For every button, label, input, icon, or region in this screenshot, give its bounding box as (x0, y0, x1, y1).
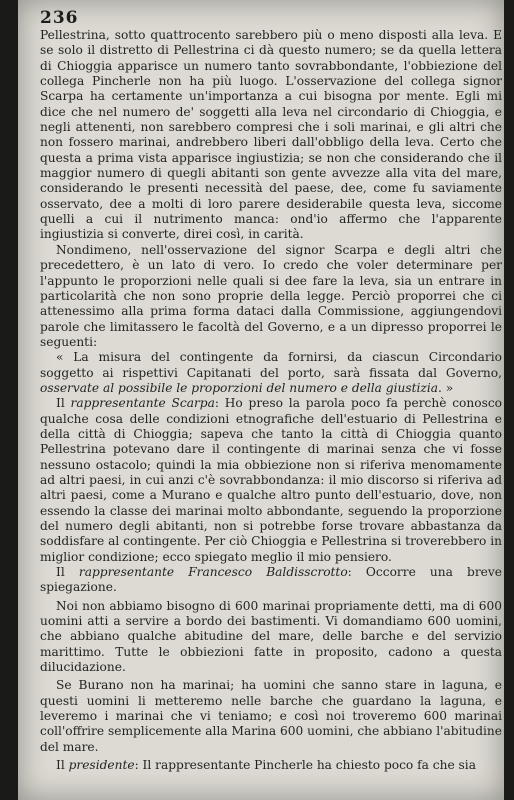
text-run: : Ho preso la parola poco fa perchè conosco qualche cosa delle condizioni etnografiche dell'estuario di Pellestrina e della città di Chioggia; sapeva che tanto la città di Chioggia quanto Pellestrina potevano dare il contingente di marinai senza che vi fosse nessuno ostacolo; quindi la mia obbiezione non si riferiva menomamente ad altri paesi, in cui anzi c'è sovrabbondanza: il mio discorso si riferiva ad altri paesi, come a Murano e qualche altro punto dell'estuario, dove, non essendo la classe dei marinai molto abbondante, seguendo la proporzione del numero degli abitanti, non si potrebbe forse trovare abbastanza da soddisfare al contingente. Per ciò Chioggia e Pellestrina si troverebbero in miglior condizione; ecco spiegato meglio il mio pensiero. (40, 396, 502, 564)
paragraph-1 (40, 28, 502, 243)
italic-run: osservate al possibile le proporzioni del numero e della giustizia (40, 380, 438, 395)
paragraph-5 (40, 565, 502, 596)
paragraph-3 (40, 350, 502, 396)
text-run: : Il rappresentante Pincherle ha chiesto poco fa che sia (134, 758, 476, 773)
italic-run: rappresentante Francesco Baldisscrotto (78, 565, 348, 580)
text-run: Il (56, 758, 69, 773)
text-run: : Occorre una breve spiegazione. (40, 565, 502, 595)
text-run: Il (56, 565, 79, 580)
text-run: Il (56, 396, 71, 411)
book-page (18, 0, 504, 800)
paragraph-6 (40, 599, 502, 676)
paragraph-7 (40, 678, 502, 755)
text-run: Noi non abbiamo bisogno di 600 marinai propriamente detti, ma di 600 uomini atti a servire a bordo dei bastimenti. Vi domandiamo 600 uomini, che abbiano qualche abitudine del mare, delle barche e del servizio marittimo. Tutte le obbiezioni fatte in proposito, cadono a questa dilucidazione. (40, 598, 502, 675)
text-run: . » (438, 380, 454, 395)
page-number: 236 (40, 8, 79, 28)
italic-run: rappresentante Scarpa (70, 396, 215, 411)
paragraph-2 (40, 243, 502, 350)
text-run: Se Burano non ha marinai; ha uomini che sanno stare in laguna, e questi uomini li metteremo nelle barche che guardano la laguna, e leveremo i marinai che vi teniamo; e così noi troveremo 600 marinai coll'offrire semplicemente alla Marina 600 uomini, che abbiano l'abitudine del mare. (40, 678, 502, 754)
paragraph-4 (40, 396, 502, 565)
body-text (40, 28, 502, 774)
text-run: Nondimeno, nell'osservazione del signor Scarpa e degli altri che precedettero, è un lato di vero. Io credo che voler determinare per l'appunto le proporzioni nelle quali si dee fare la leva, sia un entrare in particolarità che non sono proprie della legge. Perciò proporrei che ci attenessimo alla prima forma dataci dalla Commissione, aggiungendovi parole che limitassero le facoltà del Governo, e a un dipresso proporrei le seguenti: (40, 242, 502, 349)
italic-run: presidente (68, 758, 135, 773)
text-run: « La misura del contingente da fornirsi, da ciascun Circondario soggetto ai rispettivi Capitanati del porto, sarà fissata dal Governo, (40, 350, 502, 380)
text-run: Pellestrina, sotto quattrocento sarebbero più o meno disposti alla leva. E se solo il distretto di Pellestrina ci dà questo numero; se da quella lettera di Chioggia apparisce un numero tanto sovrabbondante, l'obbiezione del collega Pincherle non ha più luogo. L'osservazione del collega signor Scarpa ha certamente un'importanza a cui bisogna por mente. Egli mi dice che nel numero de' soggetti alla leva nel circondario di Chioggia, e negli attenenti, non sarebbero compresi che i soli marinai, e gli altri che non fossero marinai, andrebbero liberi dall'obbligo della leva. Certo che questa a prima vista apparisce ingiustizia; se non che considerando che il maggior numero di quegli abitanti son gente avvezze alla vita del mare, considerando le presenti necessità del paese, dee, come fu saviamente osservato, dee a molti di loro parere desiderabile questa leva, siccome quelli a cui il nutrimento manca: ond'io affermo che l'apparente ingiustizia si converte, direi così, in carità. (40, 28, 502, 242)
paragraph-8 (40, 758, 502, 773)
